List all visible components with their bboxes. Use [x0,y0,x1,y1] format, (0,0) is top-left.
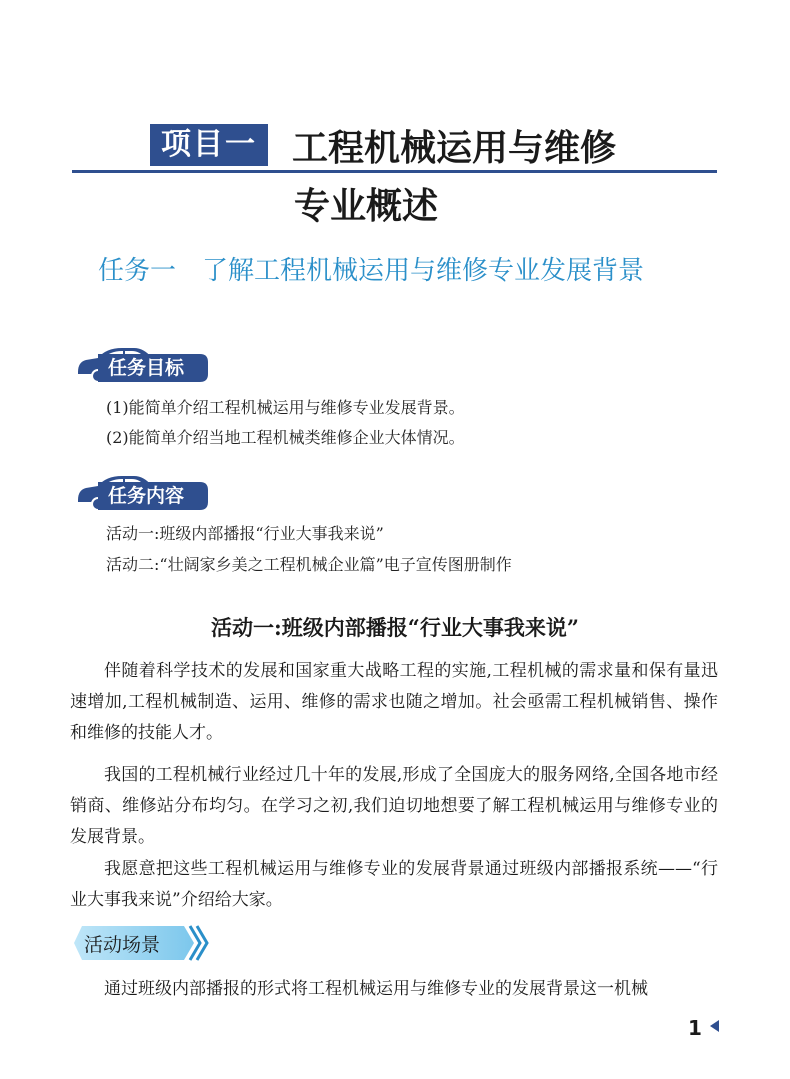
page-arrow-icon [710,1020,719,1032]
body-paragraph-1: 伴随着科学技术的发展和国家重大战略工程的实施,工程机械的需求量和保有量迅速增加,工程机械制造、运用、维修的需求也随之增加。社会亟需工程机械销售、操作和维修的技能人才。 [70,661,718,743]
project-badge: 项目一 [150,124,268,166]
page-number: 1 [688,1016,702,1040]
project-title-line1: 工程机械运用与维修 [292,128,617,169]
body-paragraph-2: 我国的工程机械行业经过几十年的发展,形成了全国庞大的服务网络,全国各地市经销商、维修站分布均匀。在学习之初,我们迫切地想要了解工程机械运用与维修专业的发展背景。 [70,765,718,847]
header-divider [72,170,717,173]
content-item-1: 活动一:班级内部播报“行业大事我来说” [106,524,384,543]
goal-item-2: (2)能简单介绍当地工程机械类维修企业大体情况。 [106,428,465,447]
project-title-line2: 专业概述 [294,186,439,227]
scene-paragraph: 通过班级内部播报的形式将工程机械运用与维修专业的发展背景这一机械 [104,979,648,999]
task-goals-badge [72,340,212,386]
activity-scene-tag [72,922,212,964]
goal-item-1: (1)能简单介绍工程机械运用与维修专业发展背景。 [106,398,465,417]
body-paragraph-3: 我愿意把这些工程机械运用与维修专业的发展背景通过班级内部播报系统——“行业大事我来说”介绍给大家。 [70,859,718,910]
task-contents-badge [72,468,212,514]
task-contents-label: 任务内容 [108,485,185,507]
activity-scene-label: 活动场景 [84,934,161,956]
task-title: 任务一 了解工程机械运用与维修专业发展背景 [98,256,645,286]
content-item-2: 活动二:“壮阔家乡美之工程机械企业篇”电子宣传图册制作 [106,555,512,574]
activity-heading: 活动一:班级内部播报“行业大事我来说” [211,615,579,640]
task-goals-label: 任务目标 [108,357,185,379]
